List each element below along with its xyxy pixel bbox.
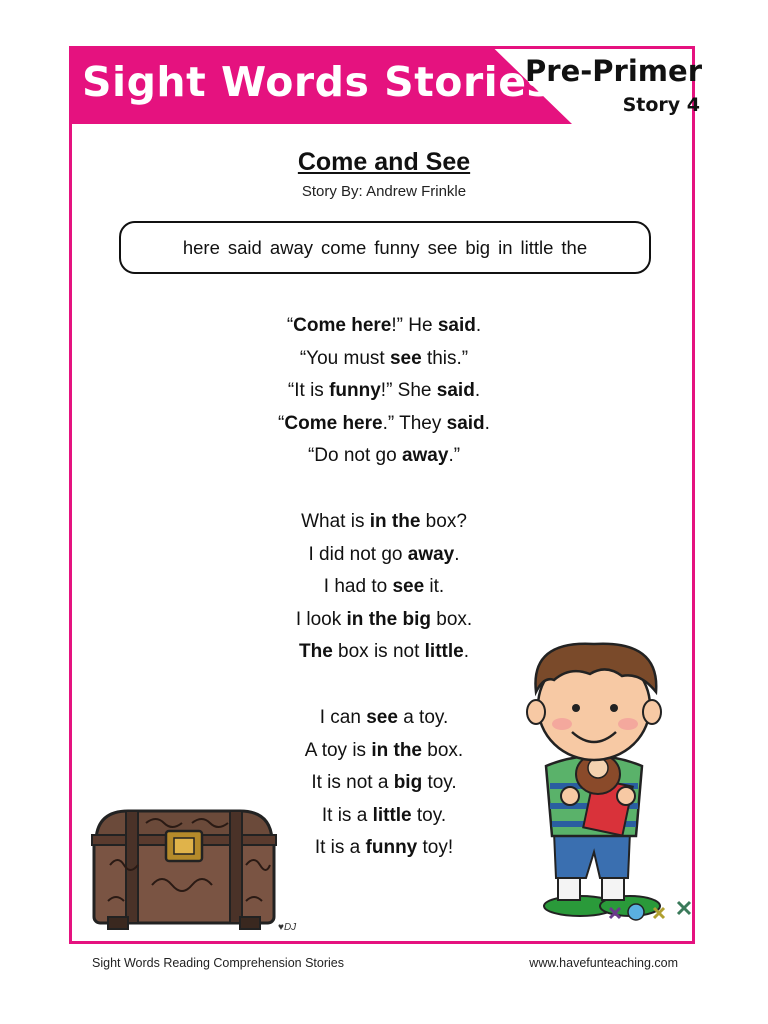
story-text: it. [424, 576, 445, 598]
story-number: Story 4 [622, 94, 700, 116]
footer-website-link[interactable]: www.havefunteaching.com [529, 956, 678, 970]
story-text: “ [278, 412, 285, 434]
story-text: box is not [332, 641, 425, 663]
sight-word: in the [371, 739, 422, 761]
sight-word: in the big [346, 608, 431, 630]
word-bank-item: big [465, 236, 491, 258]
story-text: A toy is [304, 739, 372, 761]
sight-word: funny [365, 837, 418, 859]
story-text: I can [319, 707, 367, 728]
word-bank-item: the [561, 236, 588, 258]
story-text: It is not a [311, 772, 394, 794]
story-text: box. [430, 608, 473, 630]
story-stanza [0, 310, 768, 473]
story-text: .” [448, 445, 461, 467]
treasure-chest-illustration [88, 805, 280, 933]
story-text: . [474, 380, 481, 402]
word-bank-item: see [427, 236, 458, 258]
sight-word: The [298, 641, 333, 663]
story-byline: Story By: Andrew Frinkle [301, 183, 467, 200]
sight-word: see [389, 347, 422, 369]
story-text: “ [286, 315, 294, 336]
story-text: What is [301, 511, 370, 532]
story-text: “Do not go [307, 445, 402, 467]
word-bank-item: here [182, 236, 220, 258]
sight-word: said [446, 412, 485, 434]
word-bank-item: funny [374, 236, 420, 258]
story-text: toy. [411, 804, 447, 826]
sight-word: little [424, 641, 464, 663]
story-text: this.” [421, 347, 469, 369]
sight-word: said [437, 315, 476, 336]
footer-series-name: Sight Words Reading Comprehension Stories [92, 956, 344, 970]
sight-word: Come here [293, 315, 392, 336]
story-line [0, 506, 768, 539]
series-title: Sight Words Stories [82, 58, 552, 106]
word-bank-item: little [520, 236, 554, 258]
artist-signature: ♥DJ [278, 922, 297, 933]
sight-word: see [366, 707, 398, 728]
story-line [0, 440, 768, 473]
sight-word: big [393, 772, 423, 794]
story-text: . [454, 543, 460, 565]
sight-word: away [407, 543, 455, 565]
story-line [0, 539, 768, 572]
story-text: . [484, 412, 490, 434]
story-text: box. [422, 739, 464, 761]
story-text: “You must [299, 347, 390, 369]
story-text: I did not go [308, 543, 408, 565]
story-text: !” He [391, 315, 438, 336]
story-text: a toy. [397, 707, 449, 728]
story-text: I had to [323, 576, 393, 598]
sight-word: in the [369, 511, 421, 532]
story-text: . [475, 315, 482, 336]
word-bank-item: in [498, 236, 513, 258]
word-bank-item: come [321, 236, 367, 258]
word-bank [119, 221, 651, 274]
story-text: “It is [287, 380, 330, 402]
story-text: !” She [380, 380, 437, 402]
story-line [0, 408, 768, 441]
story-text: It is a [321, 804, 373, 826]
story-text: toy! [417, 837, 454, 859]
story-title: Come and See [297, 148, 471, 176]
story-line [0, 571, 768, 604]
story-text: It is a [314, 837, 366, 859]
story-text: I look [295, 608, 347, 630]
boy-with-toy-illustration [510, 636, 700, 922]
word-bank-item: away [269, 236, 314, 258]
sight-word: funny [329, 380, 381, 402]
story-line [0, 343, 768, 376]
story-text: box? [420, 511, 467, 532]
story-line [0, 375, 768, 408]
story-line [0, 310, 768, 343]
word-bank-item: said [227, 236, 262, 258]
story-text: . [463, 641, 469, 663]
sight-word: said [436, 380, 475, 402]
story-text: toy. [422, 772, 457, 794]
story-line [0, 604, 768, 637]
sight-word: see [392, 576, 425, 598]
sight-word: Come here [284, 412, 383, 434]
sight-word: away [401, 445, 449, 467]
story-text: .” They [382, 412, 447, 434]
sight-word: little [372, 804, 412, 826]
reading-level: Pre-Primer [525, 54, 702, 88]
